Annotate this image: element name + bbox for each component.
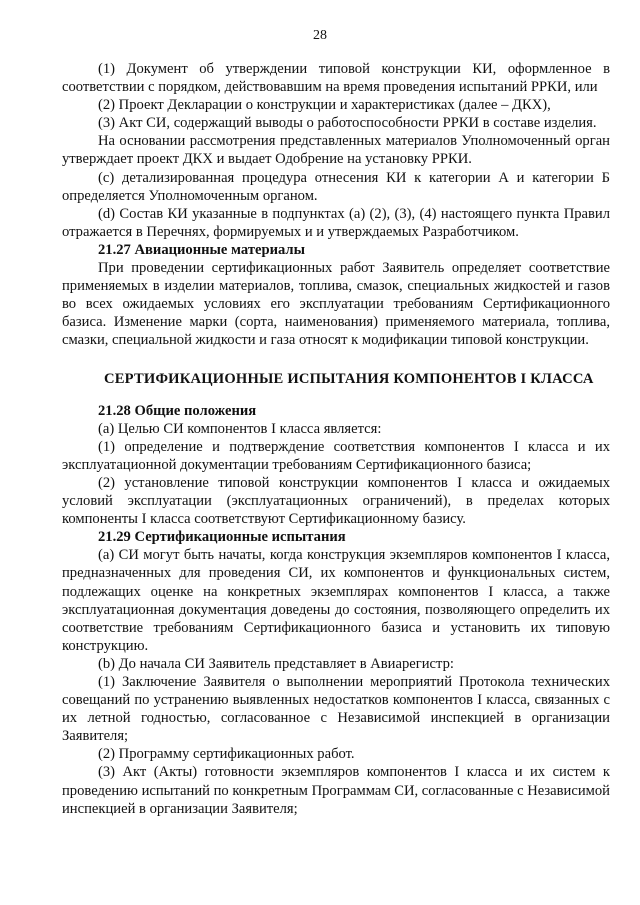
paragraph-approval: На основании рассмотрения представленных материалов Уполномоченный орган утверждает проект ДКХ и выдает Одобрение на установку РРКИ. xyxy=(62,133,610,168)
page-number: 28 xyxy=(313,28,327,43)
paragraph-item-1-document: (1) Документ об утверждении типовой конструкции КИ, оформленное в соответствии с порядком, действовавшим на время проведения испытаний РРКИ, или xyxy=(62,61,610,96)
paragraph-tests-b2: (2) Программу сертификационных работ. xyxy=(98,746,355,763)
paragraph-tests-b: (b) До начала СИ Заявитель представляет в Авиарегистр: xyxy=(98,655,454,672)
heading-21-29: 21.29 Сертификационные испытания xyxy=(98,529,346,546)
section-title: СЕРТИФИКАЦИОННЫЕ ИСПЫТАНИЯ КОМПОНЕНТОВ I КЛАССА xyxy=(104,370,594,387)
heading-21-27: 21.27 Авиационные материалы xyxy=(98,241,305,258)
paragraph-materials: При проведении сертификационных работ Заявитель определяет соответствие применяемых в изделии материалов, топлива, смазок, специальных жидкостей и газов во всех ожидаемых условиях его эксплуатации требованиям Сертификационного базиса. Изменение марки (сорта, наименования) применяемого материала, топлива, смазки, специальной жидкости и газа относят к модификации типовой конструкции. xyxy=(62,260,610,349)
paragraph-item-2-dkh-draft: (2) Проект Декларации о конструкции и характеристиках (далее – ДКХ), xyxy=(98,97,551,114)
paragraph-tests-b1: (1) Заключение Заявителя о выполнении мероприятий Протокола технических совещаний по устранению выявленных недостатков компонентов I класса, связанных с их летной годностью, согласованное с Независимой инспекцией в организации Заявителя; xyxy=(62,674,610,745)
paragraph-item-c: (c) детализированная процедура отнесения КИ к категории А и категории Б определяется Уполномоченным органом. xyxy=(62,169,610,204)
paragraph-item-d: (d) Состав КИ указанные в подпунктах (a) (2), (3), (4) настоящего пункта Правил отражается в Перечнях, формируемых и и утверждаемых Разработчиком. xyxy=(62,205,610,240)
paragraph-tests-b3: (3) Акт (Акты) готовности экземпляров компонентов I класса и их систем к проведению испытаний по конкретным Программам СИ, согласованные с Независимой инспекцией в организации Заявителя; xyxy=(62,764,610,817)
paragraph-goal-2: (2) установление типовой конструкции компонентов I класса и ожидаемых условий эксплуатации (эксплуатационных ограничений), в пределах которых компоненты I класса соответствуют Сертификационному базису. xyxy=(62,474,610,528)
paragraph-item-3-si-act: (3) Акт СИ, содержащий выводы о работоспособности РРКИ в составе изделия. xyxy=(98,115,597,132)
paragraph-tests-a: (a) СИ могут быть начаты, когда конструкция экземпляров компонентов I класса, предназначенных для проведения СИ, их компонентов и функциональных систем, подлежащих оценке на конкретных экземплярах компонентов I класса, а также эксплуатационная документация доведены до состояния, позволяющего определить их соответствие требованиям Сертификационного базиса и установить их типовую конструкцию. xyxy=(62,547,610,654)
paragraph-goal-a: (a) Целью СИ компонентов I класса является: xyxy=(98,420,382,437)
paragraph-goal-1: (1) определение и подтверждение соответствия компонентов I класса и их эксплуатационной документации требованиям Сертификационного базиса; xyxy=(62,438,610,473)
heading-21-28: 21.28 Общие положения xyxy=(98,402,257,419)
document-body xyxy=(62,60,610,818)
